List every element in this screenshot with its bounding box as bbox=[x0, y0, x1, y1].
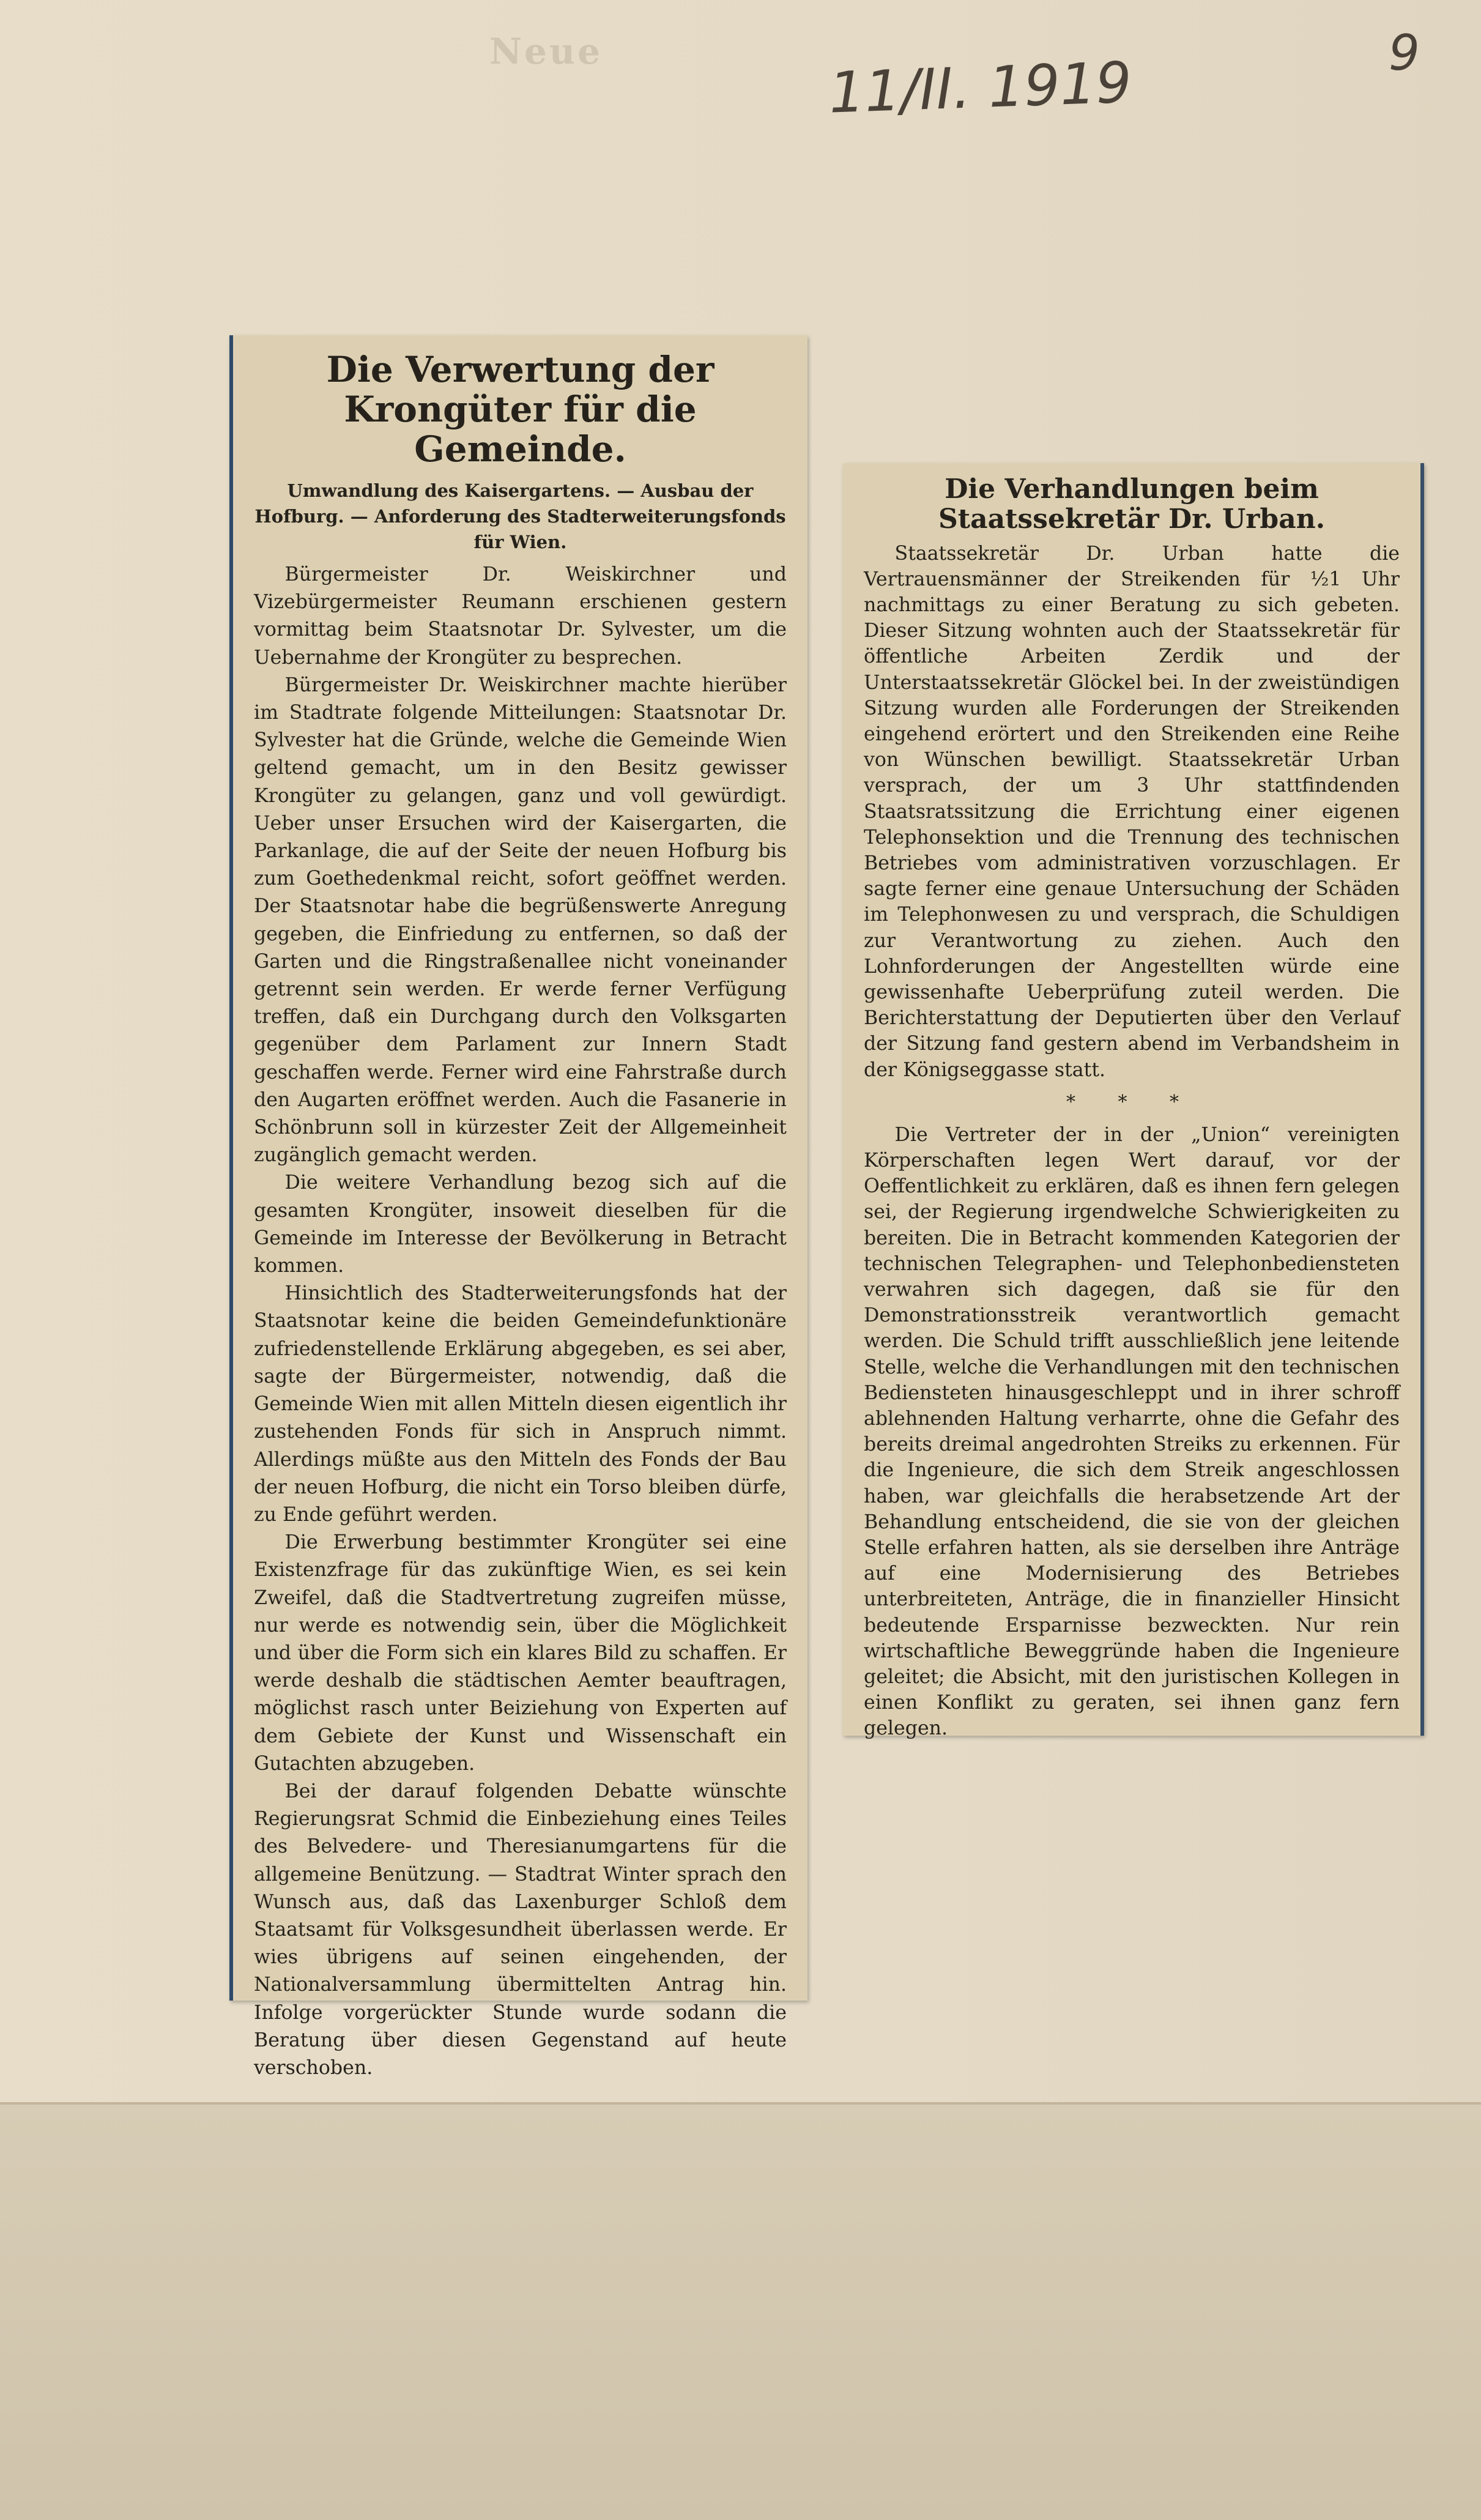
article-paragraph: Bürgermeister Dr. Weiskirchner machte hierüber im Stadtrate folgende Mitteilungen: Staatsnotar Dr. Sylvester hat die Gründe, welche die Gemeinde Wien geltend gemacht, um in den Besitz gewisser Krongüter zu gelangen, ganz und voll gewürdigt. Ueber unser Ersuchen wird der Kaisergarten, die Parkanlage, die auf der Seite der neuen Hofburg bis zum Goethedenkmal reicht, sofort geöffnet werden. Der Staatsnotar habe die begrüßenswerte Anregung gegeben, die Einfriedung zu entfernen, so daß der Garten und die Ringstraßenallee nicht voneinander getrennt sein werden. Er werde ferner Verfügung treffen, daß ein Durchgang durch den Volksgarten gegenüber dem Parlament zur Innern Stadt geschaffen werde. Ferner wird eine Fahrstraße durch den Augarten eröffnet werden. Auch die Fasanerie in Schönbrunn soll in kürzester Zeit der Allgemeinheit zugänglich gemacht werden. bbox=[254, 674, 787, 1167]
article-paragraph: Die Erwerbung bestimmter Krongüter sei eine Existenzfrage für das zukünftige Wien, es sei kein Zweifel, daß die Stadtvertretung zugreifen müsse, nur werde es notwendig sein, über die Möglichkeit und über die Form sich ein klares Bild zu schaffen. Er werde deshalb die städtischen Aemter beauftragen, möglichst rasch unter Beiziehung von Experten auf dem Gebiete der Kunst und Wissenschaft ein Gutachten abzugeben. bbox=[254, 1531, 787, 1775]
article-paragraph: Die Vertreter der in der „Union“ vereinigten Körperschaften legen Wert darauf, vor der Oeffentlichkeit zu erklären, daß es ihnen fern gelegen sei, der Regierung irgendwelche Schwierigkeiten zu bereiten. Die in Betracht kommenden Kategorien der technischen Telegraphen- und Telephonbediensteten verwahren sich dagegen, daß sie für den Demonstrationsstreik verantwortlich gemacht werden. Die Schuld trifft ausschließlich jene leitende Stelle, welche die Verhandlungen mit den technischen Bediensteten hinausgeschleppt und in ihrer schroff ablehnenden Haltung verharrte, ohne die Gefahr des bereits dreimal angedrohten Streiks zu erkennen. Für die Ingenieure, die sich dem Streik angeschlossen haben, war gleichfalls die herabsetzende Art der Behandlung entscheidend, die sie von der gleichen Stelle erfahren hatten, als sie derselben ihre Anträge auf eine Modernisierung des Betriebes unterbreiteten, Anträge, die in finanzieller Hinsicht bedeutende Ersparnisse bezweckten. Nur rein wirtschaftliche Beweggründe haben die Ingenieure geleitet; die Absicht, mit den juristischen Kollegen in einen Konflikt zu geraten, sei ihnen ganz fern gelegen. bbox=[864, 1123, 1400, 1740]
article-paragraph: Bürgermeister Dr. Weiskirchner und Vizebürgermeister Reumann erschienen gestern vormittag beim Staatsnotar Dr. Sylvester, um die Uebernahme der Krongüter zu besprechen. bbox=[254, 563, 787, 669]
handwritten-date: 11/II. 1919 bbox=[828, 50, 1133, 126]
article-paragraph: Staatssekretär Dr. Urban hatte die Vertrauensmänner der Streikenden für ½1 Uhr nachmittags zu einer Beratung zu sich gebeten. Dieser Sitzung wohnten auch der Staatssekretär für öffentliche Arbeiten Zerdik und der Unterstaatssekretär Glöckel bei. In der zweistündigen Sitzung wurden alle Forderungen der Streikenden eingehend erörtert und den Streikenden eine Reihe von Wünschen bewilligt. Staatssekretär Urban versprach, der um 3 Uhr stattfindenden Staatsratssitzung die Errichtung einer eigenen Telephonsektion und die Trennung des technischen Betriebes vom administrativen vorzuschlagen. Er sagte ferner eine genaue Untersuchung der Schäden im Telephonwesen zu und versprach, die Schuldigen zur Verantwortung zu ziehen. Auch den Lohnforderungen der Angestellten würde eine gewissenhafte Ueberprüfung zuteil werden. Die Berichterstattung der Deputierten über den Verlauf der Sitzung fand gestern abend im Verbandsheim in der Königseggasse statt. bbox=[864, 542, 1400, 1081]
article-subtitle: Umwandlung des Kaisergartens. — Ausbau der Hofburg. — Anforderung des Stadterweiterungsfonds für Wien. bbox=[254, 480, 786, 552]
clipping-verhandlungen bbox=[843, 463, 1424, 1740]
article-title: Die Verwertung der Krongüter für die Gemeinde. bbox=[326, 349, 715, 470]
clipping-krongueter bbox=[229, 335, 807, 2079]
article-body bbox=[254, 561, 787, 2082]
article-body bbox=[864, 541, 1400, 1742]
section-separator: * * * bbox=[1066, 1091, 1198, 1113]
article-paragraph: Die weitere Verhandlung bezog sich auf die gesamten Krongüter, insoweit dieselben für die Gemeinde im Interesse der Bevölkerung in Betracht kommen. bbox=[254, 1172, 787, 1277]
handwritten-page-number: 9 bbox=[1389, 24, 1420, 81]
article-title: Die Verhandlungen beim Staatssekretär Dr. Urban. bbox=[938, 474, 1326, 535]
article-paragraph: Hinsichtlich des Stadterweiterungsfonds hat der Staatsnotar keine die beiden Gemeindefunktionäre zufriedenstellende Erklärung abgegeben, es sei aber, sagte der Bürgermeister, notwendig, daß die Gemeinde Wien mit allen Mitteln diesen eigentlich ihr zustehenden Fonds für sich in Anspruch nimmt. Allerdings müßte aus den Mitteln des Fonds der Bau der neuen Hofburg, die nicht ein Torso bleiben dürfe, zu Ende geführt werden. bbox=[254, 1282, 787, 1526]
article-paragraph: Bei der darauf folgenden Debatte wünschte Regierungsrat Schmid die Einbeziehung eines Teiles des Belvedere- und Theresianumgartens für die allgemeine Benützung. — Stadtrat Winter sprach den Wunsch aus, daß das Laxenburger Schloß dem Staatsamt für Volksgesundheit überlassen werde. Er wies übrigens auf seinen eingehenden, der Nationalversammlung übermittelten Antrag hin. Infolge vorgerückter Stunde wurde sodann die Beratung über diesen Gegenstand auf heute verschoben. bbox=[254, 1780, 787, 2079]
faded-stamp: Neue bbox=[489, 31, 603, 72]
backing-paper bbox=[0, 2105, 1481, 2520]
